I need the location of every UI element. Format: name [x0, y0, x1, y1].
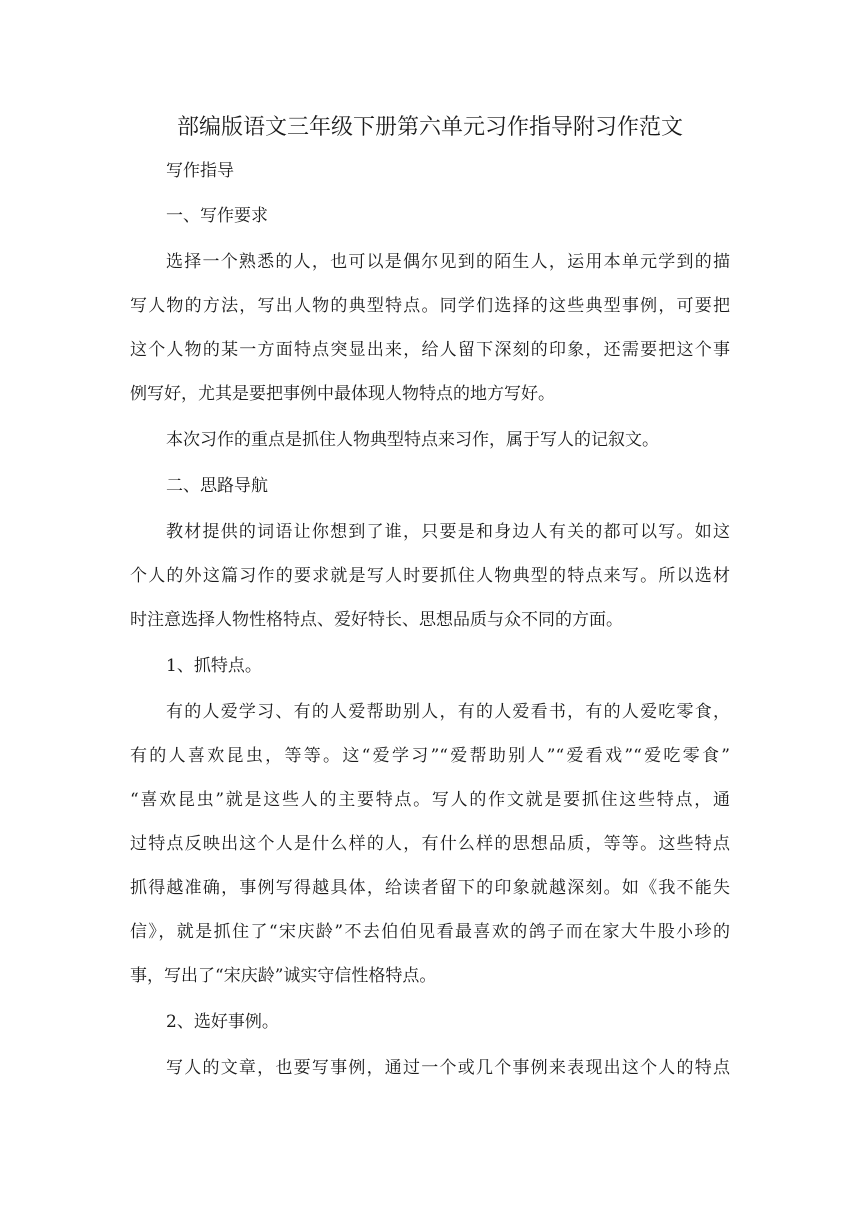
section-label: 写作指导 — [166, 161, 234, 181]
part1-heading: 一、写作要求 — [166, 206, 268, 226]
para1-line-4: 例写好，尤其是要把事例中最体现人物特点的地方写好。 — [130, 384, 555, 404]
para4-line-1: 有的人爱学习、有的人爱帮助别人，有的人爱看书，有的人爱吃零食， — [166, 702, 730, 722]
document-title: 部编版语文三年级下册第六单元习作指导附习作范文 — [176, 115, 683, 140]
para1-line-2: 写人物的方法，写出人物的典型特点。同学们选择的这些典型事例，可要把 — [130, 296, 730, 316]
para4-line-2: 有的人喜欢昆虫，等等。这“爱学习”“爱帮助别人”“爱看戏”“爱吃零食” — [130, 746, 730, 766]
point2-heading: 2、选好事例。 — [166, 1012, 279, 1032]
para4-line-7: 事，写出了“宋庆龄”诚实守信性格特点。 — [130, 966, 437, 986]
para5-line-1: 写人的文章，也要写事例，通过一个或几个事例来表现出这个人的特点 — [166, 1058, 730, 1078]
para1-line-3: 这个人物的某一方面特点突显出来，给人留下深刻的印象，还需要把这个事 — [130, 340, 730, 360]
para2-line-1: 本次习作的重点是抓住人物典型特点来习作，属于写人的记叙文。 — [166, 430, 659, 450]
part2-heading: 二、思路导航 — [166, 476, 268, 496]
point1-heading: 1、抓特点。 — [166, 656, 262, 676]
para1-line-1: 选择一个熟悉的人，也可以是偶尔见到的陌生人，运用本单元学到的描 — [166, 252, 730, 272]
para4-line-5: 抓得越准确，事例写得越具体，给读者留下的印象就越深刻。如《我不能失 — [130, 878, 730, 898]
para3-line-3: 时注意选择人物性格特点、爱好特长、思想品质与众不同的方面。 — [130, 610, 623, 630]
para4-line-3: “喜欢昆虫”就是这些人的主要特点。写人的作文就是要抓住这些特点，通 — [130, 790, 730, 810]
para3-line-1: 教材提供的词语让你想到了谁，只要是和身边人有关的都可以写。如这 — [166, 522, 730, 542]
para3-line-2: 个人的外这篇习作的要求就是写人时要抓住人物典型的特点来写。所以选材 — [130, 566, 730, 586]
para4-line-4: 过特点反映出这个人是什么样的人，有什么样的思想品质，等等。这些特点 — [130, 834, 730, 854]
para4-line-6: 信》，就是抓住了“宋庆龄”不去伯伯见看最喜欢的鸽子而在家大牛股小珍的 — [130, 922, 730, 942]
